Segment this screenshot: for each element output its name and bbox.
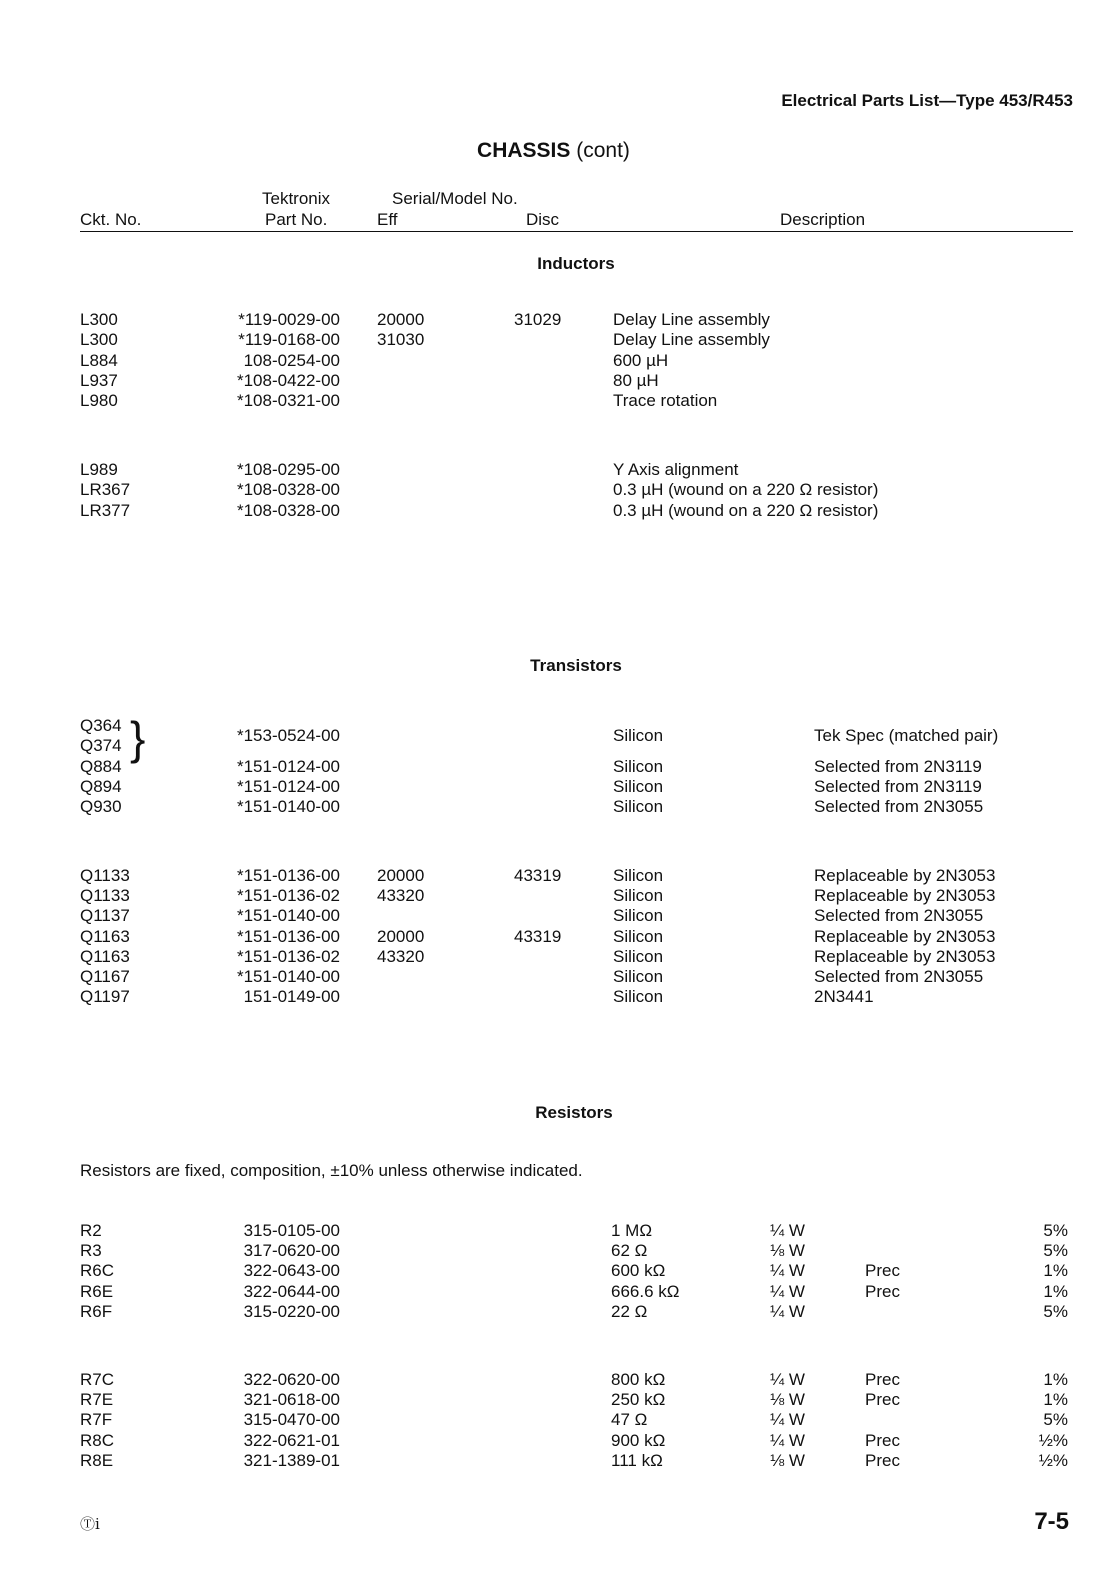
- transistor-eff: 43320: [377, 947, 425, 966]
- transistor-eff: 20000: [377, 927, 425, 946]
- col-header-description: Description: [780, 210, 866, 229]
- header-rule: [80, 231, 1073, 232]
- inductor-disc: 31029: [514, 310, 562, 329]
- inductor-description: Delay Line assembly: [613, 330, 770, 349]
- resistor-tolerance: 1%: [1043, 1370, 1068, 1389]
- tektronix-logo: Ⓣi: [80, 1515, 100, 1533]
- inductor-description: 600 µH: [613, 351, 669, 370]
- transistor-part: 151-0149-00: [243, 987, 340, 1006]
- resistor-tolerance: 5%: [1043, 1241, 1068, 1260]
- transistor-type: Silicon: [613, 777, 664, 796]
- resistor-part: 315-0470-00: [243, 1410, 340, 1429]
- inductor-ckt: L980: [80, 391, 118, 410]
- transistor-type: Silicon: [613, 757, 664, 776]
- inductor-ckt: LR367: [80, 480, 131, 499]
- resistor-wattage: ⅛ W: [770, 1390, 805, 1409]
- transistor-part: *151-0124-00: [236, 777, 340, 796]
- transistor-ckt: Q1163: [80, 947, 130, 966]
- resistor-value: 900 kΩ: [611, 1431, 666, 1450]
- inductor-part: *119-0029-00: [238, 310, 340, 329]
- resistor-tolerance: 5%: [1043, 1410, 1068, 1429]
- transistor-disc: 43319: [514, 927, 562, 946]
- transistor-eff: 20000: [377, 866, 425, 885]
- resistor-value: 600 kΩ: [611, 1261, 666, 1280]
- resistor-tolerance: 1%: [1043, 1282, 1068, 1301]
- resistor-wattage: ¼ W: [770, 1410, 805, 1429]
- inductor-ckt: L300: [80, 330, 118, 349]
- page-title: [0, 141, 1107, 161]
- transistor-type: Silicon: [613, 947, 664, 966]
- pair-part: *153-0524-00: [236, 726, 340, 745]
- transistor-type: Silicon: [613, 886, 664, 905]
- inductor-part: *108-0422-00: [236, 371, 340, 390]
- inductor-part: *108-0328-00: [236, 501, 340, 520]
- resistor-wattage: ⅛ W: [770, 1451, 805, 1470]
- transistor-type: Silicon: [613, 927, 664, 946]
- transistor-note: Replaceable by 2N3053: [814, 927, 996, 946]
- resistor-precision: Prec: [865, 1431, 900, 1450]
- transistor-ckt: Q1163: [80, 927, 130, 946]
- running-header: Electrical Parts List—Type 453/R453: [781, 91, 1073, 110]
- resistor-part: 322-0644-00: [243, 1282, 340, 1301]
- resistor-part: 317-0620-00: [243, 1241, 340, 1260]
- transistor-ckt: Q1133: [80, 886, 130, 905]
- resistor-precision: Prec: [865, 1451, 900, 1470]
- resistor-wattage: ¼ W: [770, 1431, 805, 1450]
- transistor-ckt: Q894: [80, 777, 122, 796]
- transistor-ckt: Q930: [80, 797, 122, 816]
- resistor-note: Resistors are fixed, composition, ±10% unless otherwise indicated.: [80, 1161, 583, 1180]
- resistor-precision: Prec: [865, 1282, 900, 1301]
- col-header-disc: Disc: [526, 210, 560, 229]
- resistor-value: 800 kΩ: [611, 1370, 666, 1389]
- inductor-ckt: LR377: [80, 501, 131, 520]
- page-title-suffix: (cont): [576, 139, 630, 162]
- resistor-ckt: R6F: [80, 1302, 113, 1321]
- resistor-wattage: ¼ W: [770, 1221, 805, 1240]
- transistor-part: *151-0136-02: [236, 886, 340, 905]
- resistor-ckt: R7F: [80, 1410, 113, 1429]
- page-number: 7-5: [1034, 1508, 1069, 1535]
- inductor-eff: 31030: [377, 330, 425, 349]
- pair-ckt-a: Q364: [80, 716, 122, 735]
- inductor-part: *119-0168-00: [238, 330, 340, 349]
- resistor-tolerance: ½%: [1038, 1431, 1068, 1450]
- resistor-precision: Prec: [865, 1370, 900, 1389]
- resistor-part: 322-0620-00: [243, 1370, 340, 1389]
- transistor-part: *151-0136-02: [236, 947, 340, 966]
- col-header-ckt: Ckt. No.: [80, 210, 142, 229]
- resistor-ckt: R6C: [80, 1261, 115, 1280]
- resistor-wattage: ¼ W: [770, 1282, 805, 1301]
- resistor-precision: Prec: [865, 1261, 900, 1280]
- transistor-ckt: Q1167: [80, 967, 130, 986]
- inductor-eff: 20000: [377, 310, 425, 329]
- resistor-tolerance: ½%: [1038, 1451, 1068, 1470]
- inductor-description: Trace rotation: [613, 391, 718, 410]
- pair-ckt-b: Q374: [80, 736, 122, 755]
- transistor-type: Silicon: [613, 987, 664, 1006]
- inductor-part: *108-0321-00: [236, 391, 340, 410]
- transistor-part: *151-0136-00: [236, 866, 340, 885]
- inductor-description: 0.3 µH (wound on a 220 Ω resistor): [613, 501, 879, 520]
- transistor-part: *151-0140-00: [236, 906, 340, 925]
- resistor-part: 321-1389-01: [243, 1451, 340, 1470]
- transistor-type: Silicon: [613, 906, 664, 925]
- resistor-value: 111 kΩ: [611, 1451, 663, 1470]
- section-heading-transistors: Transistors: [530, 656, 622, 675]
- inductor-description: 80 µH: [613, 371, 659, 390]
- inductor-ckt: L300: [80, 310, 118, 329]
- resistor-part: 315-0105-00: [243, 1221, 340, 1240]
- transistor-note: Replaceable by 2N3053: [814, 866, 996, 885]
- resistor-value: 62 Ω: [611, 1241, 648, 1260]
- transistor-note: Selected from 2N3119: [814, 777, 982, 796]
- transistor-ckt: Q884: [80, 757, 122, 776]
- transistor-part: *151-0124-00: [236, 757, 340, 776]
- transistor-note: Replaceable by 2N3053: [814, 947, 996, 966]
- resistor-ckt: R7C: [80, 1370, 115, 1389]
- pair-note: Tek Spec (matched pair): [814, 726, 999, 745]
- inductor-part: *108-0295-00: [236, 460, 340, 479]
- resistor-tolerance: 1%: [1043, 1261, 1068, 1280]
- pair-type: Silicon: [613, 726, 664, 745]
- col-header-tek-line2: Part No.: [265, 210, 328, 229]
- resistor-value: 22 Ω: [611, 1302, 648, 1321]
- resistor-ckt: R7E: [80, 1390, 114, 1409]
- transistor-note: Selected from 2N3055: [814, 797, 984, 816]
- resistor-part: 315-0220-00: [243, 1302, 340, 1321]
- resistor-ckt: R6E: [80, 1282, 114, 1301]
- resistor-value: 250 kΩ: [611, 1390, 666, 1409]
- resistor-ckt: R8C: [80, 1431, 115, 1450]
- resistor-precision: Prec: [865, 1390, 900, 1409]
- inductor-ckt: L937: [80, 371, 118, 390]
- resistor-tolerance: 5%: [1043, 1221, 1068, 1240]
- resistor-tolerance: 5%: [1043, 1302, 1068, 1321]
- resistor-wattage: ¼ W: [770, 1370, 805, 1389]
- col-header-tek-line1: Tektronix: [262, 189, 331, 208]
- transistor-note: 2N3441: [814, 987, 874, 1006]
- inductor-part: 108-0254-00: [243, 351, 340, 370]
- transistor-ckt: Q1197: [80, 987, 130, 1006]
- resistor-ckt: R8E: [80, 1451, 114, 1470]
- col-header-eff: Eff: [377, 210, 398, 229]
- transistor-ckt: Q1133: [80, 866, 130, 885]
- page-title-main: CHASSIS: [477, 139, 571, 162]
- resistor-wattage: ¼ W: [770, 1302, 805, 1321]
- inductor-description: Y Axis alignment: [613, 460, 739, 479]
- section-heading-inductors: Inductors: [537, 254, 615, 273]
- transistor-eff: 43320: [377, 886, 425, 905]
- resistor-ckt: R2: [80, 1221, 102, 1240]
- resistor-value: 1 MΩ: [611, 1221, 653, 1240]
- col-header-serial: Serial/Model No.: [392, 189, 518, 208]
- transistor-part: *151-0140-00: [236, 797, 340, 816]
- transistor-ckt: Q1137: [80, 906, 130, 925]
- resistor-part: 322-0621-01: [243, 1431, 340, 1450]
- inductor-part: *108-0328-00: [236, 480, 340, 499]
- transistor-part: *151-0136-00: [236, 927, 340, 946]
- transistor-disc: 43319: [514, 866, 562, 885]
- inductor-description: Delay Line assembly: [613, 310, 770, 329]
- inductor-description: 0.3 µH (wound on a 220 Ω resistor): [613, 480, 879, 499]
- transistor-type: Silicon: [613, 797, 664, 816]
- transistor-note: Selected from 2N3055: [814, 967, 984, 986]
- transistor-type: Silicon: [613, 967, 664, 986]
- section-heading-resistors: Resistors: [535, 1103, 613, 1122]
- transistor-type: Silicon: [613, 866, 664, 885]
- transistor-note: Selected from 2N3119: [814, 757, 982, 776]
- resistor-value: 47 Ω: [611, 1410, 648, 1429]
- inductor-ckt: L989: [80, 460, 118, 479]
- resistor-part: 321-0618-00: [243, 1390, 340, 1409]
- inductor-ckt: L884: [80, 351, 118, 370]
- transistor-part: *151-0140-00: [236, 967, 340, 986]
- resistor-value: 666.6 kΩ: [611, 1282, 680, 1301]
- resistor-wattage: ¼ W: [770, 1261, 805, 1280]
- resistor-tolerance: 1%: [1043, 1390, 1068, 1409]
- transistor-note: Selected from 2N3055: [814, 906, 984, 925]
- resistor-ckt: R3: [80, 1241, 102, 1260]
- resistor-part: 322-0643-00: [243, 1261, 340, 1280]
- pair-brace: }: [130, 712, 146, 764]
- transistor-note: Replaceable by 2N3053: [814, 886, 996, 905]
- resistor-wattage: ⅛ W: [770, 1241, 805, 1260]
